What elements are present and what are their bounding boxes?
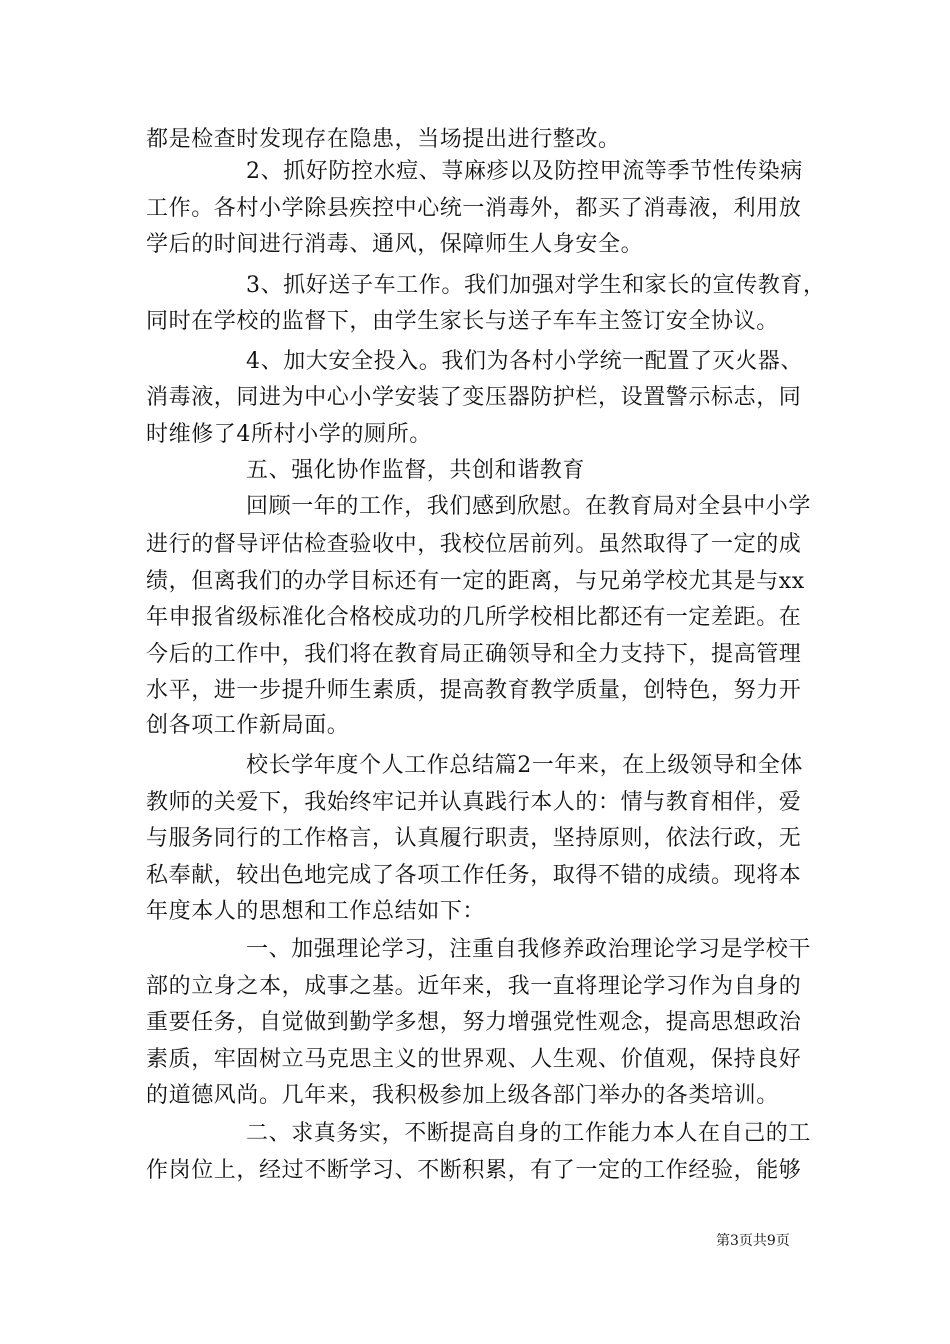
- text-line: 2、抓好防控水痘、荨麻疹以及防控甲流等季节性传染病: [246, 159, 803, 184]
- text-line: 私奉献，较出色地完成了各项工作任务，取得不错的成绩。现将本: [146, 863, 802, 888]
- text-line: 时维修了4所村小学的厕所。: [146, 422, 432, 447]
- text-line: 学后的时间进行消毒、通风，保障师生人身安全。: [146, 232, 644, 257]
- text-line: 回顾一年的工作，我们感到欣慰。在教育局对全县中小学: [246, 494, 812, 519]
- text-line: 二、求真务实，不断提高自身的工作能力本人在自己的工: [246, 1121, 812, 1146]
- text-line: 年申报省级标准化合格校成功的几所学校相比都还有一定差距。在: [146, 605, 802, 630]
- section-heading: 五、强化协作监督，共创和谐教育: [246, 458, 586, 483]
- text-line: 创各项工作新局面。: [146, 713, 350, 738]
- text-line: 消毒液，同进为中心小学安装了变压器防护栏，设置警示标志，同: [146, 385, 802, 410]
- text-line: 教师的关爱下，我始终牢记并认真践行本人的：情与教育相伴，爱: [146, 790, 802, 815]
- text-line: 工作。各村小学除县疾控中心统一消毒外，都买了消毒液，利用放: [146, 196, 802, 221]
- text-line: 的道德风尚。几年来，我积极参加上级各部门举办的各类培训。: [146, 1083, 779, 1108]
- text-line: 年度本人的思想和工作总结如下：: [146, 899, 486, 924]
- text-line: 部的立身之本，成事之基。近年来，我一直将理论学习作为自身的: [146, 974, 802, 999]
- text-line: 都是检查时发现存在隐患，当场提出进行整改。: [146, 127, 621, 152]
- text-line: 与服务同行的工作格言，认真履行职责，坚持原则，依法行政，无: [146, 826, 802, 851]
- text-line: 重要任务，自觉做到勤学多想，努力增强党性观念，提高思想政治: [146, 1010, 802, 1035]
- text-line: 一、加强理论学习，注重自我修养政治理论学习是学校干: [246, 937, 812, 962]
- text-line: 作岗位上，经过不断学习、不断积累，有了一定的工作经验，能够: [146, 1158, 802, 1183]
- text-line: 3、抓好送子车工作。我们加强对学生和家长的宣传教育，: [246, 273, 826, 298]
- text-line: 素质，牢固树立马克思主义的世界观、人生观、价值观，保持良好: [146, 1047, 802, 1072]
- page-number-footer: 第3页共9页: [716, 1233, 790, 1249]
- text-line: 水平，进一步提升师生素质，提高教育教学质量，创特色，努力开: [146, 678, 802, 703]
- text-line: 绩，但离我们的办学目标还有一定的距离，与兄弟学校尤其是与xx: [146, 569, 805, 594]
- text-line: 4、加大安全投入。我们为各村小学统一配置了灭火器、: [246, 349, 803, 374]
- text-line: 校长学年度个人工作总结篇2一年来，在上级领导和全体: [246, 753, 803, 778]
- text-line: 同时在学校的监督下，由学生家长与送子车车主签订安全协议。: [146, 309, 779, 334]
- text-line: 进行的督导评估检查验收中，我校位居前列。虽然取得了一定的成: [146, 532, 802, 557]
- text-line: 今后的工作中，我们将在教育局正确领导和全力支持下，提高管理: [146, 642, 802, 667]
